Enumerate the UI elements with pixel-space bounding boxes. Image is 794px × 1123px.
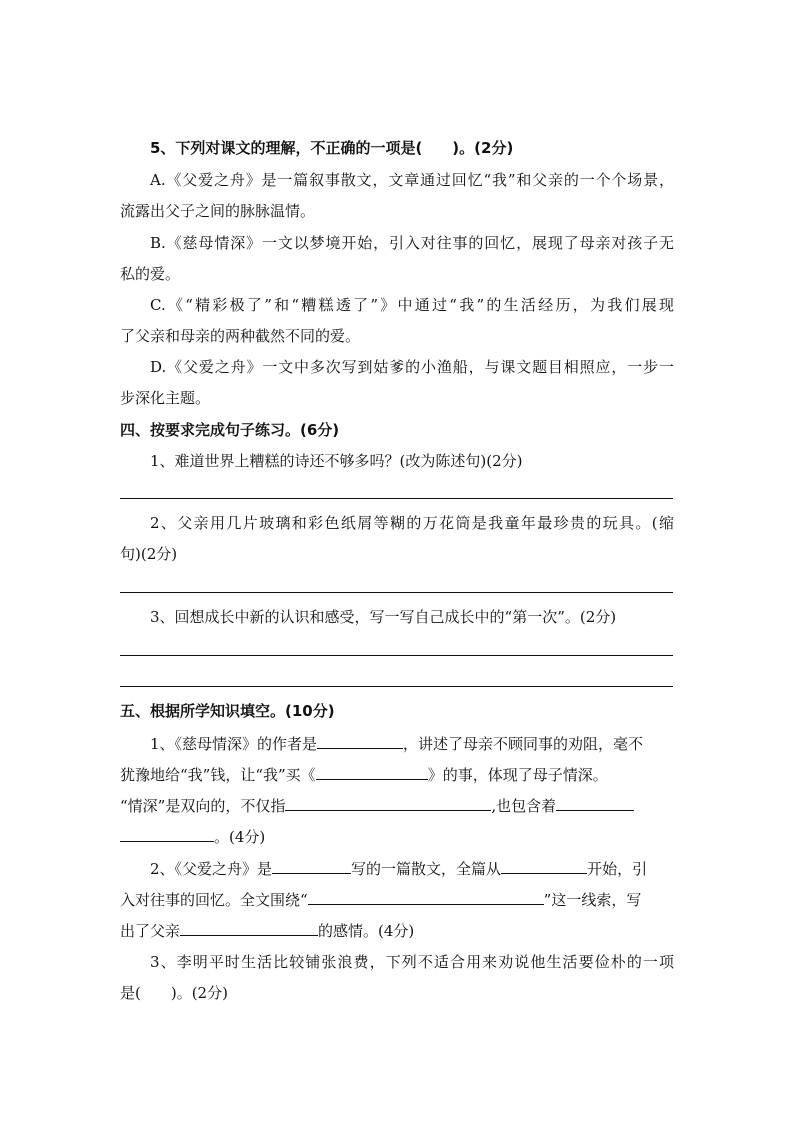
section-5-question-1-line-4: [120, 827, 674, 846]
q2-text-d: 入对往事的回忆。全文围绕“: [120, 891, 308, 909]
option-c-line-2: 了父亲和母亲的两种截然不同的爱。: [120, 327, 361, 345]
section-5-heading: 五、根据所学知识填空。(10分): [120, 702, 335, 720]
blank-book-title[interactable]: [316, 765, 428, 780]
q2-text-b: 写的一篇散文，全篇从: [351, 860, 502, 878]
section-5-question-2-line-1: [150, 859, 674, 878]
question-5-stem: 5、下列对课文的理解，不正确的一项是( )。(2分): [150, 139, 514, 157]
q1-text-f: ,也包含着: [491, 797, 557, 815]
q1-text-e: “情深”是双向的，不仅指: [120, 797, 286, 815]
option-d-line-2: 步深化主题。: [120, 389, 211, 407]
answer-line-1[interactable]: [120, 498, 673, 499]
option-b-line-2: 私的爱。: [120, 265, 181, 283]
section-4-question-2-line-1: 2、父亲用几片玻璃和彩色纸屑等糊的万花筒是我童年最珍贵的玩具。(缩: [150, 514, 674, 532]
section-4-question-2-line-2: 句)(2分): [120, 545, 178, 563]
q2-text-g: 的感情。(4分): [318, 922, 415, 940]
section-5-question-1-line-3: [120, 796, 674, 815]
section-5-question-1-line-1: [150, 734, 674, 753]
q1-text-a: 1、《慈母情深》的作者是: [150, 735, 318, 753]
q2-text-c: 开始，引: [587, 860, 648, 878]
q2-text-e: ”这一线索，写: [543, 891, 642, 909]
blank-author[interactable]: [317, 734, 403, 749]
option-a-line-1: A.《父爱之舟》是一篇叙事散文，文章通过回忆“我”和父亲的一个个场景，: [150, 171, 674, 189]
option-b-line-1: B.《慈母情深》一文以梦境开始，引入对往事的回忆，展现了母亲对孩子无: [150, 234, 674, 252]
blank-start-point[interactable]: [501, 859, 587, 874]
section-4-question-3: 3、回想成长中新的认识和感受，写一写自己成长中的“第一次”。(2分): [150, 608, 617, 626]
q1-text-b: ，讲述了母亲不顾同事的劝阻，毫不: [403, 735, 644, 753]
q2-text-f: 出了父亲: [120, 922, 181, 940]
option-d-line-1: D.《父爱之舟》一文中多次写到姑爹的小渔船，与课文题目相照应，一步一: [150, 358, 674, 376]
q2-text-a: 2、《父爱之舟》是: [150, 860, 273, 878]
answer-line-3a[interactable]: [120, 655, 673, 656]
section-4-heading: 四、按要求完成句子练习。(6分): [120, 421, 340, 439]
blank-father-feeling[interactable]: [180, 921, 318, 936]
q1-text-d: 》的事，体现了母子情深。: [427, 766, 608, 784]
q1-text-g: 。(4分): [214, 828, 266, 846]
section-5-question-3-line-1: 3、李明平时生活比较铺张浪费，下列不适合用来劝说他生活要俭朴的一项: [150, 953, 674, 971]
answer-line-3b[interactable]: [120, 686, 673, 687]
blank-deep-love-2a[interactable]: [556, 796, 634, 811]
option-a-line-2: 流露出父子之间的脉脉温情。: [120, 202, 316, 220]
section-5-question-2-line-3: [120, 921, 674, 940]
blank-clue[interactable]: [308, 890, 544, 905]
blank-deep-love-2b[interactable]: [120, 827, 214, 842]
section-5-question-3-line-2: 是( )。(2分): [120, 984, 228, 1002]
section-5-question-2-line-2: [120, 890, 674, 909]
option-c-line-1: C.《“精彩极了”和“糟糕透了”》中通过“我”的生活经历，为我们展现: [150, 296, 674, 314]
answer-line-2[interactable]: [120, 592, 673, 593]
blank-deep-love-1[interactable]: [285, 796, 491, 811]
q1-text-c: 犹豫地给“我”钱，让“我”买《: [120, 766, 316, 784]
blank-essay-author[interactable]: [272, 859, 351, 874]
section-4-question-1: 1、难道世界上糟糕的诗还不够多吗？(改为陈述句)(2分): [150, 452, 523, 470]
section-5-question-1-line-2: [120, 765, 674, 784]
